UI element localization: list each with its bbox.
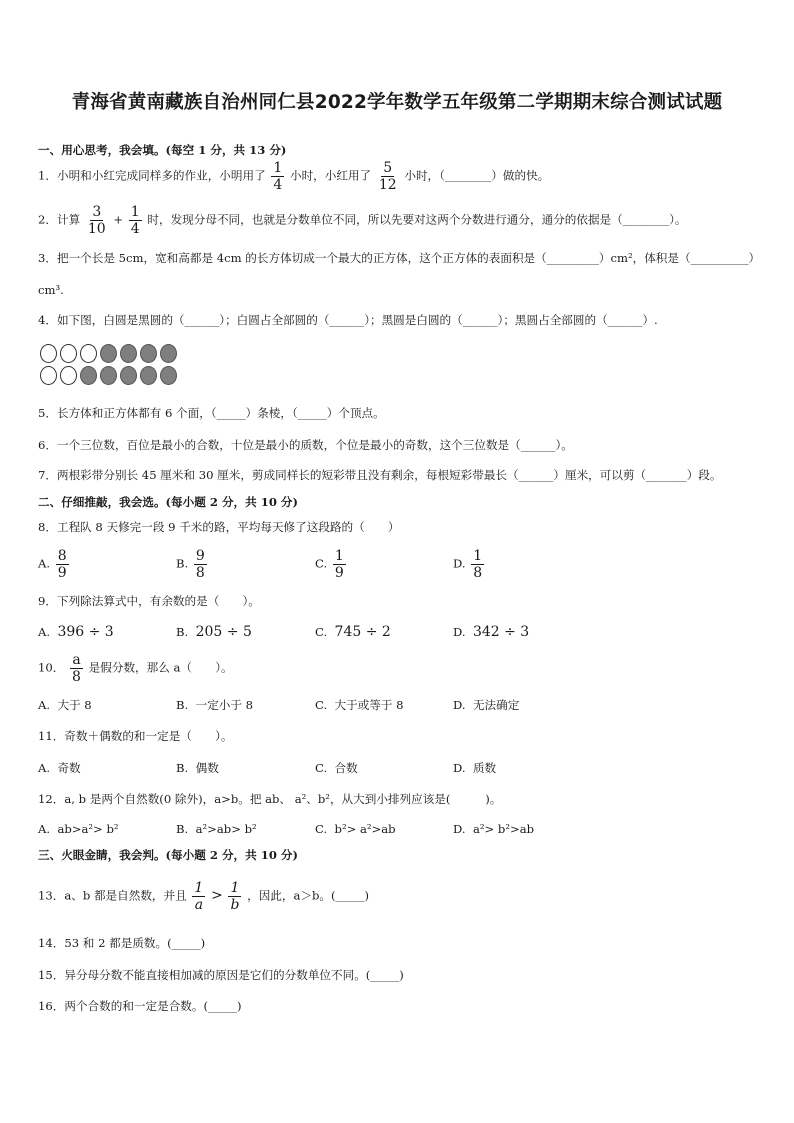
q12-option-d: D. a²> b²>ab bbox=[453, 822, 535, 836]
q9-option-c: C. 745 ÷ 2 bbox=[315, 624, 391, 640]
fraction-a-8: $\frac{a}{8}$ bbox=[72, 652, 81, 685]
q2-text-a: 2．计算 bbox=[38, 212, 81, 227]
fraction-1-4: $\frac{1}{4}$ bbox=[273, 160, 283, 193]
black-circle bbox=[140, 344, 157, 363]
q8-option-b: B. $\frac{9}{8}$ bbox=[176, 548, 205, 581]
circle-row-1 bbox=[40, 344, 177, 363]
q12-option-c: C. b²> a²>ab bbox=[315, 822, 396, 836]
fraction-5-12: $\frac{5}{12}$ bbox=[378, 160, 397, 193]
question-10: 10． $\frac{a}{8}$ 是假分数，那么 a（ ）。 bbox=[38, 652, 233, 685]
q8-option-c: C. $\frac{1}{9}$ bbox=[315, 548, 344, 581]
black-circle bbox=[80, 366, 97, 385]
black-circle bbox=[140, 366, 157, 385]
q9-option-a: A. 396 ÷ 3 bbox=[38, 624, 114, 640]
question-14: 14．53 和 2 都是质数。(_____) bbox=[38, 936, 206, 950]
question-4: 4．如下图，白圆是黑圆的（______）；白圆占全部圆的（______）；黑圆是白圆的（______）；黑圆占全部圆的（______）. bbox=[38, 313, 658, 327]
q1-text-a: 1．小明和小红完成同样多的作业，小明用了 bbox=[38, 168, 266, 183]
white-circle bbox=[40, 366, 57, 385]
q11-option-a: A. 奇数 bbox=[38, 761, 81, 775]
black-circle bbox=[100, 344, 117, 363]
q9-option-b: B. 205 ÷ 5 bbox=[176, 624, 252, 640]
question-7: 7．两根彩带分别长 45 厘米和 30 厘米，剪成同样长的短彩带且没有剩余，每根短彩带最长（______）厘米，可以剪（_______）段。 bbox=[38, 468, 722, 482]
plus-sign: + bbox=[113, 212, 124, 227]
q10-option-c: C. 大于或等于 8 bbox=[315, 698, 404, 712]
q1-text-b: 小时，小红用了 bbox=[289, 168, 372, 183]
q10-option-a: A. 大于 8 bbox=[38, 698, 92, 712]
question-13: 13．a、b 都是自然数，并且 $\frac{1}{a}$ > $\frac{1}{b}$ ，因此，a＞b。(_____) bbox=[38, 880, 370, 913]
q12-option-b: B. a²>ab> b² bbox=[176, 822, 257, 836]
question-3-cont: cm³. bbox=[38, 283, 64, 297]
q8-option-a: A. $\frac{8}{9}$ bbox=[38, 548, 67, 581]
section-3-heading: 三、火眼金睛，我会判。(每小题 2 分，共 10 分) bbox=[38, 848, 299, 862]
fraction-1-b: $\frac{1}{b}$ bbox=[230, 880, 240, 913]
circle-figure bbox=[40, 344, 177, 388]
question-2 bbox=[38, 204, 687, 237]
q11-option-c: C. 合数 bbox=[315, 761, 358, 775]
page-title: 青海省黄南藏族自治州同仁县2022学年数学五年级第二学期期末综合测试试题 bbox=[71, 92, 723, 113]
circle-row-2 bbox=[40, 366, 177, 385]
fraction-1-4b: $\frac{1}{4}$ bbox=[130, 204, 140, 237]
question-15: 15．异分母分数不能直接相加减的原因是它们的分数单位不同。(_____) bbox=[38, 968, 404, 982]
section-2-heading: 二、仔细推敲，我会选。(每小题 2 分，共 10 分) bbox=[38, 495, 299, 509]
fraction-3-10: $\frac{3}{10}$ bbox=[87, 204, 106, 237]
black-circle bbox=[160, 366, 177, 385]
section-1-heading: 一、用心思考，我会填。(每空 1 分，共 13 分) bbox=[38, 143, 287, 157]
question-9: 9．下列除法算式中，有余数的是（ ）。 bbox=[38, 594, 260, 608]
white-circle bbox=[40, 344, 57, 363]
q2-text-b: 时，发现分母不同，也就是分数单位不同，所以先要对这两个分数进行通分，通分的依据是（________）。 bbox=[147, 212, 687, 227]
black-circle bbox=[100, 366, 117, 385]
q8-option-d: D. $\frac{1}{8}$ bbox=[453, 548, 483, 581]
white-circle bbox=[80, 344, 97, 363]
q11-option-d: D. 质数 bbox=[453, 761, 497, 775]
q9-option-d: D. 342 ÷ 3 bbox=[453, 624, 530, 640]
question-16: 16．两个合数的和一定是合数。(_____) bbox=[38, 999, 242, 1013]
q12-option-a: A. ab>a²> b² bbox=[38, 822, 119, 836]
question-3: 3．把一个长是 5cm，宽和高都是 4cm 的长方体切成一个最大的正方体，这个正方体的表面积是（_________）cm²，体积是（__________） bbox=[38, 251, 761, 265]
q11-option-b: B. 偶数 bbox=[176, 761, 219, 775]
question-5: 5．长方体和正方体都有 6 个面，（_____）条棱，（_____）个顶点。 bbox=[38, 406, 385, 420]
black-circle bbox=[160, 344, 177, 363]
black-circle bbox=[120, 344, 137, 363]
question-6: 6．一个三位数，百位是最小的合数，十位是最小的质数，个位是最小的奇数，这个三位数是（______）。 bbox=[38, 438, 573, 452]
fraction-1-a: $\frac{1}{a}$ bbox=[194, 880, 204, 913]
white-circle bbox=[60, 366, 77, 385]
white-circle bbox=[60, 344, 77, 363]
q1-text-c: 小时，（________）做的快。 bbox=[404, 168, 550, 183]
q10-option-b: B. 一定小于 8 bbox=[176, 698, 254, 712]
question-8: 8．工程队 8 天修完一段 9 千米的路，平均每天修了这段路的（ ） bbox=[38, 520, 400, 534]
black-circle bbox=[120, 366, 137, 385]
question-11: 11．奇数＋偶数的和一定是（ ）。 bbox=[38, 729, 233, 743]
q10-option-d: D. 无法确定 bbox=[453, 698, 520, 712]
question-1 bbox=[38, 160, 549, 193]
question-12: 12．a, b 是两个自然数(0 除外)，a>b。把 ab、 a²、b²，从大到小排列应该是( )。 bbox=[38, 792, 502, 806]
